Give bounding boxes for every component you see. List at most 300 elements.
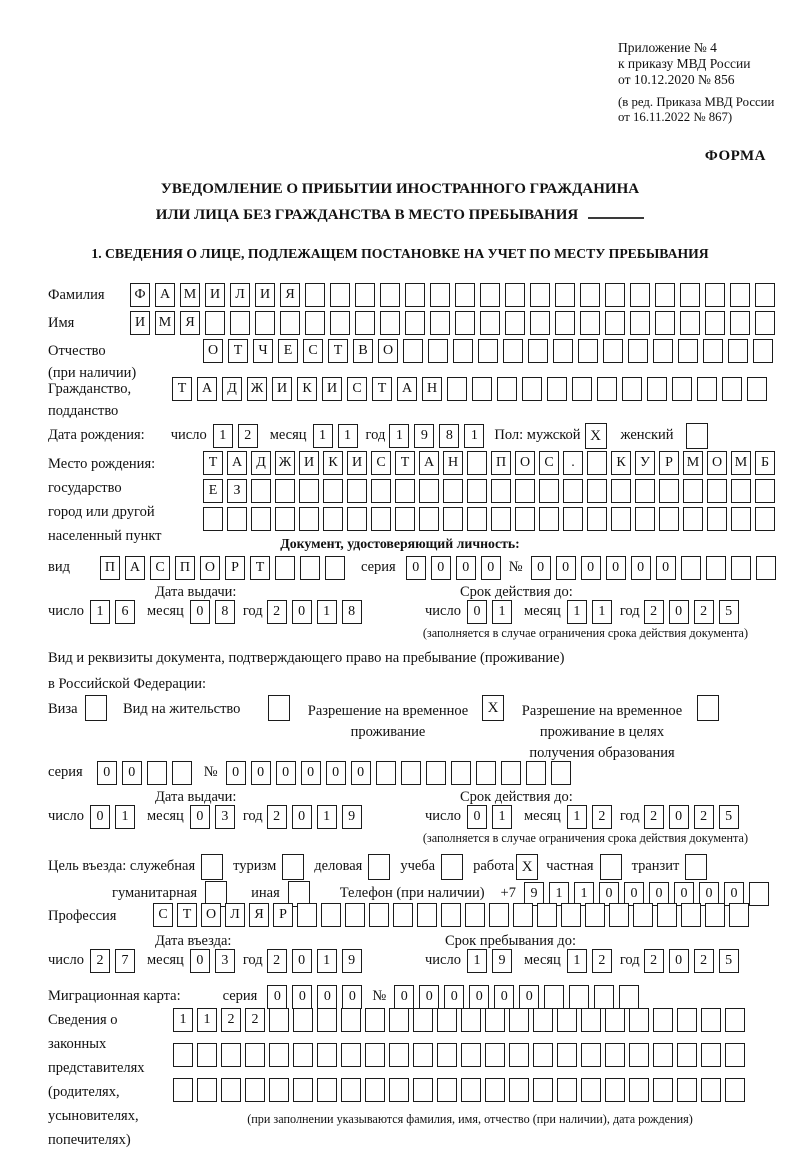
char-cell[interactable]: 2 — [694, 805, 714, 829]
char-cell[interactable] — [355, 283, 375, 307]
char-cell[interactable]: 2 — [267, 949, 287, 973]
char-cell[interactable] — [677, 1008, 697, 1032]
char-cell[interactable]: И — [130, 311, 150, 335]
char-cell[interactable]: 1 — [567, 949, 587, 973]
char-cell[interactable] — [729, 903, 749, 927]
char-cell[interactable] — [533, 1078, 553, 1102]
char-cell[interactable] — [355, 311, 375, 335]
char-cell[interactable] — [173, 1078, 193, 1102]
char-cell[interactable] — [725, 1008, 745, 1032]
char-cell[interactable]: Я — [180, 311, 200, 335]
char-cell[interactable] — [681, 556, 701, 580]
char-cell[interactable]: 0 — [342, 985, 362, 1009]
char-cell[interactable] — [555, 311, 575, 335]
char-cell[interactable] — [725, 1043, 745, 1067]
char-cell[interactable] — [701, 1043, 721, 1067]
char-cell[interactable] — [580, 283, 600, 307]
char-cell[interactable] — [728, 339, 748, 363]
char-cell[interactable]: 0 — [606, 556, 626, 580]
char-cell[interactable]: 6 — [115, 600, 135, 624]
char-cell[interactable] — [203, 507, 223, 531]
char-cell[interactable] — [205, 311, 225, 335]
char-cell[interactable] — [419, 507, 439, 531]
char-cell[interactable] — [251, 479, 271, 503]
char-cell[interactable]: С — [539, 451, 559, 475]
char-cell[interactable]: 2 — [267, 600, 287, 624]
char-cell[interactable]: 2 — [245, 1008, 265, 1032]
char-cell[interactable]: 0 — [190, 805, 210, 829]
char-cell[interactable] — [426, 761, 446, 785]
char-cell[interactable]: 1 — [197, 1008, 217, 1032]
char-cell[interactable]: 0 — [674, 882, 694, 906]
char-cell[interactable] — [461, 1043, 481, 1067]
char-cell[interactable] — [563, 479, 583, 503]
char-cell[interactable] — [345, 903, 365, 927]
char-cell[interactable] — [275, 556, 295, 580]
char-cell[interactable] — [680, 283, 700, 307]
char-cell[interactable]: 0 — [519, 985, 539, 1009]
char-cell[interactable]: А — [197, 377, 217, 401]
char-cell[interactable] — [701, 1078, 721, 1102]
char-cell[interactable] — [300, 556, 320, 580]
char-cell[interactable] — [749, 882, 769, 906]
char-cell[interactable] — [467, 507, 487, 531]
char-cell[interactable] — [630, 283, 650, 307]
char-cell[interactable]: 1 — [467, 949, 487, 973]
char-cell[interactable] — [677, 1078, 697, 1102]
char-cell[interactable] — [635, 507, 655, 531]
char-cell[interactable]: 0 — [394, 985, 414, 1009]
char-cell[interactable]: Ф — [130, 283, 150, 307]
char-cell[interactable]: 1 — [574, 882, 594, 906]
char-cell[interactable] — [389, 1043, 409, 1067]
char-cell[interactable] — [255, 311, 275, 335]
char-cell[interactable] — [437, 1043, 457, 1067]
char-cell[interactable]: Р — [659, 451, 679, 475]
char-cell[interactable] — [594, 985, 614, 1009]
char-cell[interactable] — [221, 1078, 241, 1102]
char-cell[interactable]: 0 — [122, 761, 142, 785]
char-cell[interactable] — [245, 1078, 265, 1102]
char-cell[interactable] — [441, 903, 461, 927]
char-cell[interactable]: О — [378, 339, 398, 363]
char-cell[interactable]: Е — [203, 479, 223, 503]
char-cell[interactable] — [413, 1078, 433, 1102]
char-cell[interactable]: П — [491, 451, 511, 475]
char-cell[interactable] — [547, 377, 567, 401]
char-cell[interactable]: 9 — [342, 949, 362, 973]
char-cell[interactable] — [528, 339, 548, 363]
char-cell[interactable]: Б — [755, 451, 775, 475]
char-cell[interactable]: 1 — [592, 600, 612, 624]
char-cell[interactable] — [605, 1043, 625, 1067]
char-cell[interactable] — [485, 1043, 505, 1067]
char-cell[interactable] — [731, 556, 751, 580]
char-cell[interactable] — [530, 283, 550, 307]
char-cell[interactable]: 0 — [494, 985, 514, 1009]
char-cell[interactable]: 1 — [464, 424, 484, 448]
char-cell[interactable]: 2 — [644, 805, 664, 829]
char-cell[interactable] — [227, 507, 247, 531]
char-cell[interactable]: Д — [251, 451, 271, 475]
purpose-business-checkbox[interactable] — [368, 854, 390, 880]
char-cell[interactable] — [655, 283, 675, 307]
char-cell[interactable] — [581, 1078, 601, 1102]
char-cell[interactable]: Н — [422, 377, 442, 401]
char-cell[interactable] — [430, 311, 450, 335]
char-cell[interactable]: 9 — [342, 805, 362, 829]
char-cell[interactable]: 1 — [317, 600, 337, 624]
char-cell[interactable] — [756, 556, 776, 580]
sex-male-checkbox[interactable]: X — [585, 423, 607, 449]
char-cell[interactable] — [683, 479, 703, 503]
char-cell[interactable] — [659, 479, 679, 503]
char-cell[interactable]: А — [397, 377, 417, 401]
char-cell[interactable] — [497, 377, 517, 401]
char-cell[interactable] — [605, 1078, 625, 1102]
char-cell[interactable] — [269, 1008, 289, 1032]
char-cell[interactable] — [347, 507, 367, 531]
char-cell[interactable]: Ж — [275, 451, 295, 475]
char-cell[interactable]: 2 — [592, 805, 612, 829]
char-cell[interactable]: 0 — [292, 985, 312, 1009]
char-cell[interactable]: 3 — [215, 949, 235, 973]
char-cell[interactable] — [707, 479, 727, 503]
char-cell[interactable] — [578, 339, 598, 363]
char-cell[interactable]: 2 — [694, 949, 714, 973]
char-cell[interactable] — [755, 311, 775, 335]
char-cell[interactable] — [505, 311, 525, 335]
char-cell[interactable]: Я — [280, 283, 300, 307]
char-cell[interactable]: 7 — [115, 949, 135, 973]
char-cell[interactable] — [443, 479, 463, 503]
char-cell[interactable]: 0 — [251, 761, 271, 785]
char-cell[interactable] — [451, 761, 471, 785]
char-cell[interactable] — [197, 1043, 217, 1067]
char-cell[interactable]: Д — [222, 377, 242, 401]
char-cell[interactable]: Ч — [253, 339, 273, 363]
char-cell[interactable]: 0 — [406, 556, 426, 580]
char-cell[interactable] — [197, 1078, 217, 1102]
char-cell[interactable] — [251, 507, 271, 531]
char-cell[interactable]: С — [153, 903, 173, 927]
char-cell[interactable] — [369, 903, 389, 927]
char-cell[interactable]: 1 — [492, 805, 512, 829]
char-cell[interactable]: С — [371, 451, 391, 475]
char-cell[interactable]: 2 — [90, 949, 110, 973]
char-cell[interactable] — [465, 903, 485, 927]
char-cell[interactable]: З — [227, 479, 247, 503]
char-cell[interactable] — [569, 985, 589, 1009]
char-cell[interactable] — [653, 339, 673, 363]
char-cell[interactable]: 1 — [389, 424, 409, 448]
char-cell[interactable]: 2 — [221, 1008, 241, 1032]
char-cell[interactable]: Т — [372, 377, 392, 401]
char-cell[interactable]: 2 — [644, 600, 664, 624]
char-cell[interactable] — [467, 451, 487, 475]
char-cell[interactable]: Т — [172, 377, 192, 401]
char-cell[interactable]: С — [347, 377, 367, 401]
char-cell[interactable]: Е — [278, 339, 298, 363]
char-cell[interactable] — [280, 311, 300, 335]
char-cell[interactable] — [581, 1008, 601, 1032]
char-cell[interactable] — [585, 903, 605, 927]
char-cell[interactable] — [619, 985, 639, 1009]
char-cell[interactable]: Р — [273, 903, 293, 927]
char-cell[interactable] — [551, 761, 571, 785]
visa-checkbox[interactable] — [85, 695, 107, 721]
char-cell[interactable] — [605, 311, 625, 335]
char-cell[interactable] — [672, 377, 692, 401]
purpose-tourism-checkbox[interactable] — [282, 854, 304, 880]
char-cell[interactable] — [597, 377, 617, 401]
char-cell[interactable] — [503, 339, 523, 363]
char-cell[interactable]: Р — [225, 556, 245, 580]
char-cell[interactable]: К — [323, 451, 343, 475]
char-cell[interactable] — [629, 1008, 649, 1032]
char-cell[interactable] — [341, 1008, 361, 1032]
char-cell[interactable] — [707, 507, 727, 531]
char-cell[interactable]: 0 — [669, 805, 689, 829]
char-cell[interactable] — [485, 1078, 505, 1102]
char-cell[interactable] — [509, 1078, 529, 1102]
char-cell[interactable]: 0 — [631, 556, 651, 580]
char-cell[interactable]: М — [180, 283, 200, 307]
char-cell[interactable] — [299, 507, 319, 531]
char-cell[interactable]: 0 — [190, 949, 210, 973]
char-cell[interactable]: 0 — [326, 761, 346, 785]
char-cell[interactable] — [393, 903, 413, 927]
char-cell[interactable] — [401, 761, 421, 785]
char-cell[interactable]: 0 — [444, 985, 464, 1009]
char-cell[interactable]: Т — [228, 339, 248, 363]
char-cell[interactable] — [269, 1043, 289, 1067]
char-cell[interactable]: 0 — [351, 761, 371, 785]
char-cell[interactable] — [515, 507, 535, 531]
char-cell[interactable] — [443, 507, 463, 531]
char-cell[interactable] — [491, 479, 511, 503]
char-cell[interactable]: 0 — [531, 556, 551, 580]
char-cell[interactable]: Н — [443, 451, 463, 475]
char-cell[interactable] — [563, 507, 583, 531]
char-cell[interactable] — [389, 1008, 409, 1032]
char-cell[interactable] — [539, 479, 559, 503]
char-cell[interactable]: А — [155, 283, 175, 307]
char-cell[interactable]: И — [272, 377, 292, 401]
char-cell[interactable] — [731, 507, 751, 531]
char-cell[interactable] — [455, 283, 475, 307]
char-cell[interactable] — [389, 1078, 409, 1102]
char-cell[interactable] — [395, 507, 415, 531]
char-cell[interactable]: С — [303, 339, 323, 363]
char-cell[interactable] — [221, 1043, 241, 1067]
char-cell[interactable] — [730, 311, 750, 335]
char-cell[interactable]: 1 — [338, 424, 358, 448]
char-cell[interactable]: У — [635, 451, 655, 475]
char-cell[interactable] — [330, 311, 350, 335]
char-cell[interactable]: 8 — [215, 600, 235, 624]
char-cell[interactable] — [293, 1078, 313, 1102]
char-cell[interactable] — [413, 1008, 433, 1032]
char-cell[interactable] — [505, 283, 525, 307]
char-cell[interactable] — [472, 377, 492, 401]
char-cell[interactable] — [697, 377, 717, 401]
char-cell[interactable]: К — [297, 377, 317, 401]
char-cell[interactable] — [269, 1078, 289, 1102]
char-cell[interactable]: 0 — [669, 600, 689, 624]
char-cell[interactable]: 1 — [313, 424, 333, 448]
temp-permit-edu-checkbox[interactable] — [697, 695, 719, 721]
purpose-work-checkbox[interactable]: X — [516, 854, 538, 880]
char-cell[interactable] — [437, 1078, 457, 1102]
char-cell[interactable]: 0 — [669, 949, 689, 973]
char-cell[interactable]: 2 — [267, 805, 287, 829]
char-cell[interactable] — [753, 339, 773, 363]
char-cell[interactable] — [417, 903, 437, 927]
char-cell[interactable] — [428, 339, 448, 363]
char-cell[interactable] — [245, 1043, 265, 1067]
char-cell[interactable] — [305, 311, 325, 335]
char-cell[interactable] — [317, 1043, 337, 1067]
char-cell[interactable]: 2 — [644, 949, 664, 973]
char-cell[interactable]: 0 — [481, 556, 501, 580]
char-cell[interactable] — [680, 311, 700, 335]
char-cell[interactable] — [581, 1043, 601, 1067]
char-cell[interactable]: 0 — [556, 556, 576, 580]
char-cell[interactable] — [628, 339, 648, 363]
char-cell[interactable] — [653, 1008, 673, 1032]
char-cell[interactable]: 0 — [431, 556, 451, 580]
char-cell[interactable] — [515, 479, 535, 503]
char-cell[interactable]: 0 — [456, 556, 476, 580]
char-cell[interactable] — [299, 479, 319, 503]
char-cell[interactable] — [557, 1043, 577, 1067]
char-cell[interactable]: Ж — [247, 377, 267, 401]
char-cell[interactable]: П — [100, 556, 120, 580]
char-cell[interactable]: О — [200, 556, 220, 580]
char-cell[interactable]: 1 — [317, 949, 337, 973]
char-cell[interactable]: Т — [203, 451, 223, 475]
char-cell[interactable]: Т — [177, 903, 197, 927]
char-cell[interactable]: И — [205, 283, 225, 307]
char-cell[interactable]: 0 — [624, 882, 644, 906]
char-cell[interactable] — [537, 903, 557, 927]
purpose-official-checkbox[interactable] — [201, 854, 223, 880]
char-cell[interactable]: И — [347, 451, 367, 475]
char-cell[interactable] — [655, 311, 675, 335]
char-cell[interactable]: И — [255, 283, 275, 307]
char-cell[interactable] — [657, 903, 677, 927]
char-cell[interactable] — [681, 903, 701, 927]
char-cell[interactable] — [522, 377, 542, 401]
char-cell[interactable] — [430, 283, 450, 307]
char-cell[interactable]: 0 — [190, 600, 210, 624]
char-cell[interactable]: О — [203, 339, 223, 363]
char-cell[interactable]: 2 — [238, 424, 258, 448]
char-cell[interactable]: 1 — [115, 805, 135, 829]
char-cell[interactable]: 1 — [567, 600, 587, 624]
char-cell[interactable] — [317, 1008, 337, 1032]
char-cell[interactable] — [530, 311, 550, 335]
char-cell[interactable]: 5 — [719, 949, 739, 973]
char-cell[interactable] — [293, 1043, 313, 1067]
char-cell[interactable] — [147, 761, 167, 785]
char-cell[interactable] — [453, 339, 473, 363]
char-cell[interactable]: 9 — [414, 424, 434, 448]
char-cell[interactable] — [341, 1043, 361, 1067]
char-cell[interactable] — [653, 1078, 673, 1102]
char-cell[interactable]: 2 — [694, 600, 714, 624]
char-cell[interactable]: 1 — [90, 600, 110, 624]
char-cell[interactable] — [587, 507, 607, 531]
char-cell[interactable]: 0 — [292, 600, 312, 624]
char-cell[interactable] — [730, 283, 750, 307]
char-cell[interactable]: 8 — [439, 424, 459, 448]
char-cell[interactable] — [731, 479, 751, 503]
purpose-transit-checkbox[interactable] — [685, 854, 707, 880]
char-cell[interactable]: 1 — [549, 882, 569, 906]
char-cell[interactable] — [347, 479, 367, 503]
char-cell[interactable]: 1 — [317, 805, 337, 829]
char-cell[interactable] — [330, 283, 350, 307]
char-cell[interactable] — [325, 556, 345, 580]
char-cell[interactable] — [755, 283, 775, 307]
char-cell[interactable] — [544, 985, 564, 1009]
char-cell[interactable] — [705, 903, 725, 927]
char-cell[interactable]: П — [175, 556, 195, 580]
char-cell[interactable] — [580, 311, 600, 335]
char-cell[interactable] — [703, 339, 723, 363]
char-cell[interactable] — [755, 507, 775, 531]
char-cell[interactable] — [380, 311, 400, 335]
char-cell[interactable]: 0 — [649, 882, 669, 906]
char-cell[interactable]: 8 — [342, 600, 362, 624]
char-cell[interactable]: 0 — [276, 761, 296, 785]
char-cell[interactable]: 0 — [292, 949, 312, 973]
char-cell[interactable] — [341, 1078, 361, 1102]
char-cell[interactable] — [476, 761, 496, 785]
char-cell[interactable] — [467, 479, 487, 503]
char-cell[interactable]: 0 — [226, 761, 246, 785]
char-cell[interactable] — [533, 1043, 553, 1067]
char-cell[interactable] — [485, 1008, 505, 1032]
char-cell[interactable] — [605, 283, 625, 307]
char-cell[interactable]: Т — [328, 339, 348, 363]
char-cell[interactable] — [611, 507, 631, 531]
char-cell[interactable] — [491, 507, 511, 531]
char-cell[interactable]: 0 — [97, 761, 117, 785]
purpose-private-checkbox[interactable] — [600, 854, 622, 880]
char-cell[interactable] — [365, 1078, 385, 1102]
char-cell[interactable]: М — [683, 451, 703, 475]
char-cell[interactable] — [557, 1078, 577, 1102]
char-cell[interactable]: 0 — [419, 985, 439, 1009]
char-cell[interactable]: К — [611, 451, 631, 475]
char-cell[interactable] — [365, 1043, 385, 1067]
char-cell[interactable] — [275, 479, 295, 503]
char-cell[interactable] — [380, 283, 400, 307]
char-cell[interactable] — [461, 1008, 481, 1032]
char-cell[interactable] — [317, 1078, 337, 1102]
char-cell[interactable]: 0 — [301, 761, 321, 785]
char-cell[interactable] — [405, 283, 425, 307]
char-cell[interactable] — [478, 339, 498, 363]
char-cell[interactable]: А — [125, 556, 145, 580]
char-cell[interactable] — [705, 311, 725, 335]
char-cell[interactable] — [526, 761, 546, 785]
char-cell[interactable] — [629, 1078, 649, 1102]
char-cell[interactable] — [653, 1043, 673, 1067]
